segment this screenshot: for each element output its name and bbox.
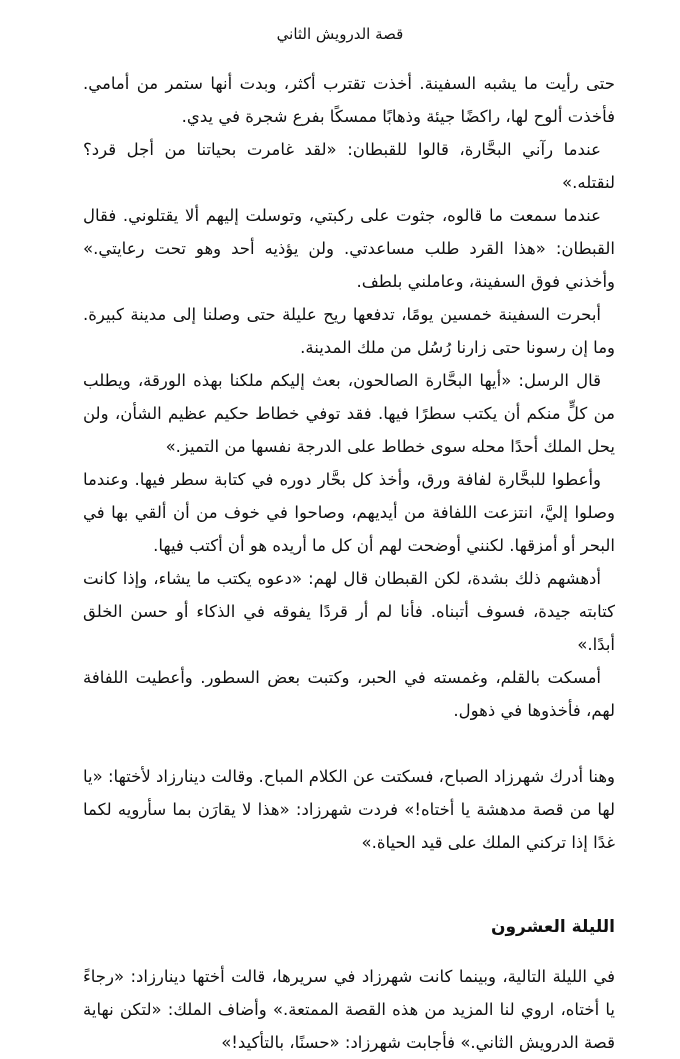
paragraph-dawn: وهنا أدرك شهرزاد الصباح، فسكتت عن الكلام المباح. وقالت دينارزاد لأختها: «يا لها من قصة مدهشة يا أختاه!» فردت شهرزاد: «هذا لا يقارَن بما سأرويه لكما غدًا إذا تركني الملك على قيد الحياة.» [83,767,615,852]
running-head: قصة الدرويش الثاني [276,25,404,43]
paragraph: عندما رآني البحَّارة، قالوا للقبطان: «لقد غامرت بحياتنا من أجل قرد؟ لنقتله.» [83,140,615,192]
chapter-heading: الليلة العشرون [490,917,615,937]
paragraph: وأعطوا للبحَّارة لفافة ورق، وأخذ كل بحَّار دوره في كتابة سطر فيها. وعندما وصلوا إليَّ، انتزعت اللفافة من أيديهم، وصاحوا في خوف من أن ألقي بها في البحر أو أمزقها. لكنني أوضحت لهم أن كل ما أريده هو أن أكتب فيها. [83,470,615,555]
paragraph: حتى رأيت ما يشبه السفينة. أخذت تقترب أكثر، وبدت أنها ستمر من أمامي. فأخذت ألوح لها، راكضًا جيئة وذهابًا ممسكًا بفرع شجرة في يدي. [83,74,615,126]
paragraph-night: في الليلة التالية، وبينما كانت شهرزاد في سريرها، قالت أختها دينارزاد: «رجاءً يا أختاه، اروي لنا المزيد من هذه القصة الممتعة.» وأضاف الملك: «لتكن نهاية قصة الدرويش الثاني.» فأجابت شهرزاد: «حسنًا، بالتأكيد!» [83,967,615,1052]
paragraph: عندما سمعت ما قالوه، جثوت على ركبتي، وتوسلت إليهم ألا يقتلوني. فقال القبطان: «هذا القرد طلب مساعدتي. ولن يؤذيه أحد وهو تحت رعايتي.» وأخذني فوق السفينة، وعاملني بلطف. [83,206,615,291]
body-text [83,67,615,1059]
paragraph: أدهشهم ذلك بشدة، لكن القبطان قال لهم: «دعوه يكتب ما يشاء، وإذا كانت كتابته جيدة، فسوف أتبناه. فأنا لم أر قردًا يفوقه في الذكاء أو حسن الخلق أبدًا.» [83,569,615,654]
paragraph: أبحرت السفينة خمسين يومًا، تدفعها ريح عليلة حتى وصلنا إلى مدينة كبيرة. وما إن رسونا حتى زارنا رُسُل من ملك المدينة. [83,305,615,357]
paragraph: قال الرسل: «أيها البحَّارة الصالحون، بعث إليكم ملكنا بهذه الورقة، ويطلب من كلٍّ منكم أن يكتب سطرًا فيها. فقد توفي خطاط حكيم عظيم الشأن، ولن يحل الملك أحدًا محله سوى خطاط على الدرجة نفسها من التميز.» [83,371,615,456]
paragraph: أمسكت بالقلم، وغمسته في الحبر، وكتبت بعض السطور. وأعطيت اللفافة لهم، فأخذوها في ذهول. [83,668,615,720]
paragraph-gap [83,727,615,760]
heading-gap [83,944,615,960]
section-gap [83,859,615,911]
